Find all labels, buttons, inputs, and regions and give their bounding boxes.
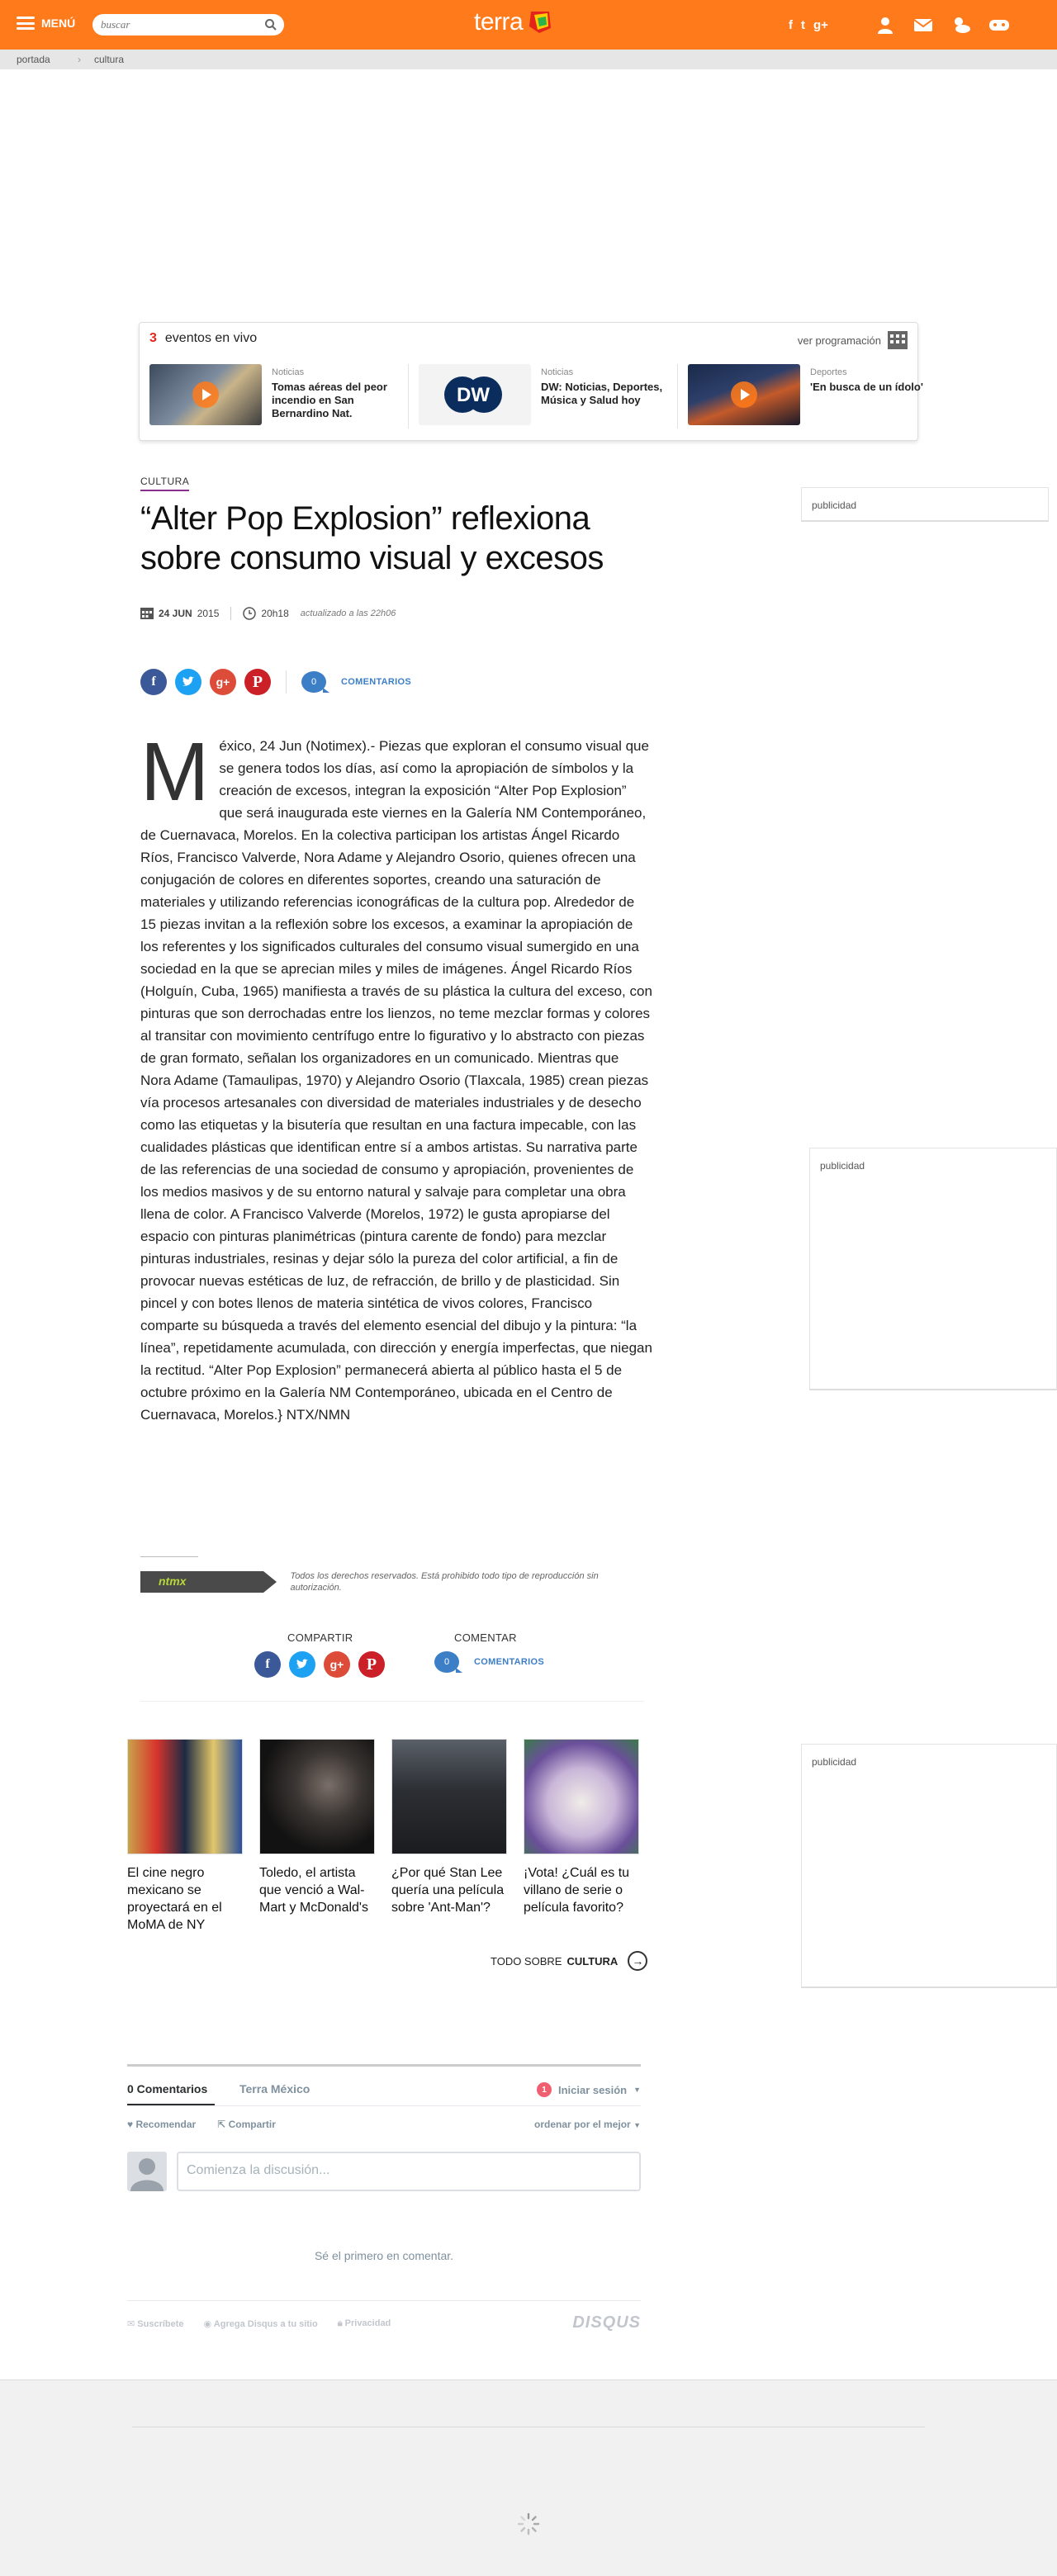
facebook-share-button[interactable]: f bbox=[254, 1651, 281, 1678]
article-date-day: 24 JUN bbox=[159, 608, 192, 619]
privacy-label: Privacidad bbox=[344, 2318, 391, 2328]
search-box[interactable] bbox=[92, 14, 284, 36]
all-about-prefix: TODO SOBRE bbox=[491, 1954, 562, 1968]
header-icons bbox=[874, 13, 1011, 36]
dw-logo-icon bbox=[438, 372, 512, 418]
mail-icon[interactable] bbox=[912, 13, 935, 36]
live-item[interactable] bbox=[688, 364, 947, 429]
related-articles bbox=[127, 1739, 639, 1934]
breadcrumb-chevron-icon: › bbox=[78, 54, 81, 65]
breadcrumb-portada[interactable]: portada bbox=[17, 54, 50, 65]
all-about-link[interactable] bbox=[491, 1951, 647, 1971]
share-label: Compartir bbox=[228, 2119, 276, 2130]
user-icon[interactable] bbox=[874, 13, 897, 36]
subscribe-link[interactable] bbox=[127, 2318, 184, 2329]
add-disqus-link[interactable] bbox=[204, 2318, 318, 2329]
section-label[interactable]: CULTURA bbox=[140, 476, 189, 491]
dropcap: M bbox=[140, 726, 210, 818]
twitter-share-button[interactable] bbox=[289, 1651, 315, 1678]
live-events-header bbox=[149, 331, 257, 346]
article-body-text: éxico, 24 Jun (Notimex).- Piezas que exploran el consumo visual que se genera todos los días, así como la apropiación de símbolos y la creación de excesos, integran la exposición “Alter Pop Explosion” que será inaugurada este viernes en la Galería NM Contemporáneo, de Cuernavaca, Morelos. En la colectiva participan los artistas Ángel Ricardo Ríos, Francisco Valverde, Nora Adame y Alejandro Osorio, quienes ofrecen una conjugación de colores en diferentes soportes, creando una saturación de materiales y utilizando referencias iconográficas de la cultura pop. Alrededor de 15 piezas invitan a la reflexión sobre los excesos, a examinar la apropiación de los referentes y los significados culturales del consumo visual sumergido en una sociedad en la que se aprecian miles y miles de imágenes. Ángel Ricardo Ríos (Holguín, Cuba, 1965) manifiesta a través de su plástica la cultura del exceso, con pinturas que son derrochadas entre los lienzos, no teme mezclar formas y colores al transitar con movimiento centrífugo entre lo figurativo y lo abstracto con piezas de gran formato, señalan los organizadores en un comunicado. Mientras que Nora Adame (Tamaulipas, 1970) y Alejandro Osorio (Tlaxcala, 1985) crean piezas vía procesos artesanales con diversidad de materiales industriales y de desecho como las etiquetas y la bisutería que resultan en una factura impecable, con las cualidades plásticas que identifican entre sí a ambos artistas. Su narrativa parte de las referencias de una sociedad de consumo y apropiación, provenientes de los medios masivos y de su entorno natural y salvaje para completar una obra llena de color. A Francisco Valverde (Morelos, 1972) le gusta apropiarse del espacio con pinturas planimétricas (pintura carente de fondo) para mezclar pinturas industriales, resinas y dejar sólo la pureza del color artificial, a fin de provocar nuevas estéticas de luz, de refracción, de brillo y de plasticidad. Sin pincel y con botes llenos de materia sintética de vivos colores, Francisco comparte su búsqueda a través del elemento esencial del dibujo y la pintura: “la línea”, repetidamente acumulada, con dirección y energía imperfectas, que niegan la rectitud. “Alter Pop Explosion” permanecerá abierta al público hasta el 5 de octubre próximo en la Galería NM Contemporáneo, ubicada en el Centro de Cuernavaca, Morelos.} NTX/NMN bbox=[140, 738, 652, 1423]
recommend-button[interactable] bbox=[127, 2119, 196, 2130]
comments-link[interactable]: COMENTARIOS bbox=[474, 1657, 544, 1667]
ad-label: publicidad bbox=[812, 1756, 857, 1768]
googleplus-share-button[interactable]: g+ bbox=[324, 1651, 350, 1678]
menu-button[interactable] bbox=[17, 17, 75, 30]
credit-block bbox=[140, 1556, 652, 1593]
twitter-icon[interactable]: t bbox=[801, 18, 805, 32]
chevron-down-icon: ▼ bbox=[633, 2121, 641, 2129]
live-category: Noticias bbox=[541, 367, 574, 377]
live-category: Noticias bbox=[272, 367, 305, 377]
ad-slot[interactable] bbox=[809, 1148, 1057, 1390]
live-events-box bbox=[139, 322, 923, 441]
avatar-placeholder-icon bbox=[127, 2152, 167, 2191]
related-thumbnail[interactable] bbox=[524, 1739, 639, 1854]
heart-icon: ♥ bbox=[127, 2119, 134, 2130]
hamburger-icon bbox=[17, 17, 35, 30]
related-thumbnail[interactable] bbox=[259, 1739, 375, 1854]
program-link[interactable] bbox=[798, 331, 908, 349]
facebook-icon[interactable]: f bbox=[789, 18, 793, 32]
related-title[interactable]: El cine negro mexicano se proyectará en el MoMA de NY bbox=[127, 1866, 222, 1932]
twitter-bird-icon bbox=[182, 676, 195, 688]
breadcrumb-cultura[interactable]: cultura bbox=[94, 54, 125, 65]
arrow-right-icon: → bbox=[628, 1951, 647, 1971]
loading-spinner-icon bbox=[517, 2512, 540, 2536]
related-item[interactable] bbox=[259, 1739, 375, 1934]
facebook-share-button[interactable]: f bbox=[140, 669, 167, 695]
lock-icon: 🔒︎ bbox=[337, 2318, 343, 2328]
comments-count-bubble[interactable]: 0 bbox=[301, 671, 326, 693]
comment-label: COMENTAR bbox=[454, 1631, 517, 1644]
logo-mark-icon bbox=[526, 8, 554, 36]
chevron-down-icon: ▼ bbox=[633, 2086, 641, 2094]
related-item[interactable] bbox=[391, 1739, 507, 1934]
notification-badge: 1 bbox=[537, 2082, 552, 2097]
search-icon[interactable] bbox=[264, 18, 277, 31]
googleplus-icon[interactable]: g+ bbox=[813, 18, 828, 32]
empty-comments-message: Sé el primero en comentar. bbox=[314, 2249, 454, 2262]
play-icon bbox=[192, 381, 219, 408]
mail-icon: ✉ bbox=[127, 2319, 135, 2329]
googleplus-share-button[interactable]: g+ bbox=[210, 669, 236, 695]
article-time: 20h18 bbox=[261, 608, 289, 619]
page-footer bbox=[0, 2379, 1057, 2576]
add-disqus-label: Agrega Disqus a tu sitio bbox=[213, 2319, 318, 2329]
related-thumbnail[interactable] bbox=[391, 1739, 507, 1854]
ad-slot[interactable] bbox=[801, 1744, 1057, 1988]
live-item-title[interactable]: DW: Noticias, Deportes, Música y Salud hoy bbox=[541, 381, 663, 406]
live-category: Deportes bbox=[810, 367, 847, 377]
program-link-label: ver programación bbox=[797, 334, 881, 347]
pinterest-share-button[interactable]: P bbox=[244, 669, 271, 695]
article-headline: “Alter Pop Explosion” reflexiona sobre consumo visual y excesos bbox=[140, 500, 604, 576]
clock-icon bbox=[243, 607, 256, 620]
comment-input[interactable]: Comienza la discusión... bbox=[177, 2152, 641, 2191]
all-about-section: CULTURA bbox=[566, 1954, 619, 1968]
live-count: 3 bbox=[149, 331, 157, 345]
privacy-link[interactable] bbox=[338, 2318, 391, 2329]
comments-link[interactable]: COMENTARIOS bbox=[341, 677, 411, 687]
related-title[interactable]: ¡Vota! ¿Cuál es tu villano de serie o película favorito? bbox=[524, 1866, 630, 1915]
ad-label: publicidad bbox=[820, 1160, 865, 1172]
live-title: eventos en vivo bbox=[164, 331, 258, 345]
share-label: COMPARTIR bbox=[287, 1631, 353, 1644]
live-thumbnail[interactable] bbox=[419, 364, 531, 425]
related-title[interactable]: Toledo, el artista que venció a Wal-Mart y McDonald's bbox=[259, 1866, 368, 1915]
game-icon[interactable] bbox=[988, 13, 1011, 36]
related-title[interactable]: ¿Por qué Stan Lee quería una película sobre 'Ant-Man'? bbox=[391, 1866, 505, 1915]
weather-icon[interactable] bbox=[950, 13, 973, 36]
calendar-grid-icon bbox=[888, 331, 908, 349]
disqus-icon: ◉ bbox=[203, 2319, 212, 2329]
search-input[interactable] bbox=[101, 17, 258, 32]
sort-label: ordenar por el mejor bbox=[534, 2119, 631, 2130]
share-bar-top bbox=[140, 669, 411, 695]
menu-label: MENÚ bbox=[41, 17, 76, 30]
share-icon: ⇱ bbox=[217, 2119, 226, 2130]
related-thumbnail[interactable] bbox=[127, 1739, 243, 1854]
subscribe-label: Suscríbete bbox=[137, 2319, 184, 2329]
article-updated: actualizado a las 22h06 bbox=[300, 608, 396, 618]
article-date-year: 2015 bbox=[197, 608, 220, 619]
ad-slot[interactable] bbox=[801, 487, 1049, 522]
tab-comments[interactable]: 0 Comentarios bbox=[127, 2082, 208, 2095]
tab-site[interactable]: Terra México bbox=[239, 2082, 310, 2095]
avatar bbox=[127, 2152, 167, 2191]
twitter-bird-icon bbox=[296, 1659, 309, 1670]
related-item[interactable] bbox=[127, 1739, 243, 1934]
terra-logo[interactable] bbox=[474, 8, 554, 36]
login-dropdown[interactable] bbox=[537, 2082, 641, 2097]
sort-dropdown[interactable] bbox=[534, 2119, 641, 2130]
calendar-icon bbox=[140, 608, 154, 619]
pinterest-share-button[interactable]: P bbox=[358, 1651, 385, 1678]
live-item[interactable] bbox=[149, 364, 409, 429]
article-body bbox=[140, 726, 652, 1426]
article-meta bbox=[140, 607, 396, 620]
share-button[interactable] bbox=[217, 2119, 276, 2130]
play-icon bbox=[731, 381, 757, 408]
live-thumbnail[interactable] bbox=[688, 364, 800, 425]
comments-count-bubble[interactable]: 0 bbox=[434, 1651, 459, 1673]
breadcrumb bbox=[0, 50, 1057, 69]
notimex-logo bbox=[140, 1571, 263, 1593]
live-item[interactable] bbox=[419, 364, 678, 429]
ad-label: publicidad bbox=[812, 500, 857, 511]
login-label: Iniciar sesión bbox=[557, 2083, 628, 2096]
recommend-label: Recomendar bbox=[135, 2119, 197, 2130]
live-thumbnail[interactable] bbox=[149, 364, 262, 425]
top-navbar bbox=[0, 0, 1057, 50]
svg-text:DW: DW bbox=[457, 384, 490, 406]
live-item-title[interactable]: 'En busca de un ídolo' bbox=[810, 381, 923, 393]
copyright-notice: Todos los derechos reservados. Está prohibido todo tipo de reproducción sin autorización. bbox=[290, 1571, 599, 1593]
twitter-share-button[interactable] bbox=[175, 669, 201, 695]
logo-text: terra bbox=[474, 8, 524, 36]
related-item[interactable] bbox=[524, 1739, 639, 1934]
disqus-logo[interactable]: DISQUS bbox=[572, 2313, 641, 2332]
notimex-logo-text: ntmx bbox=[159, 1574, 187, 1588]
live-item-title[interactable]: Tomas aéreas del peor incendio en San Bernardino Nat. bbox=[272, 381, 387, 419]
social-links bbox=[789, 18, 828, 32]
